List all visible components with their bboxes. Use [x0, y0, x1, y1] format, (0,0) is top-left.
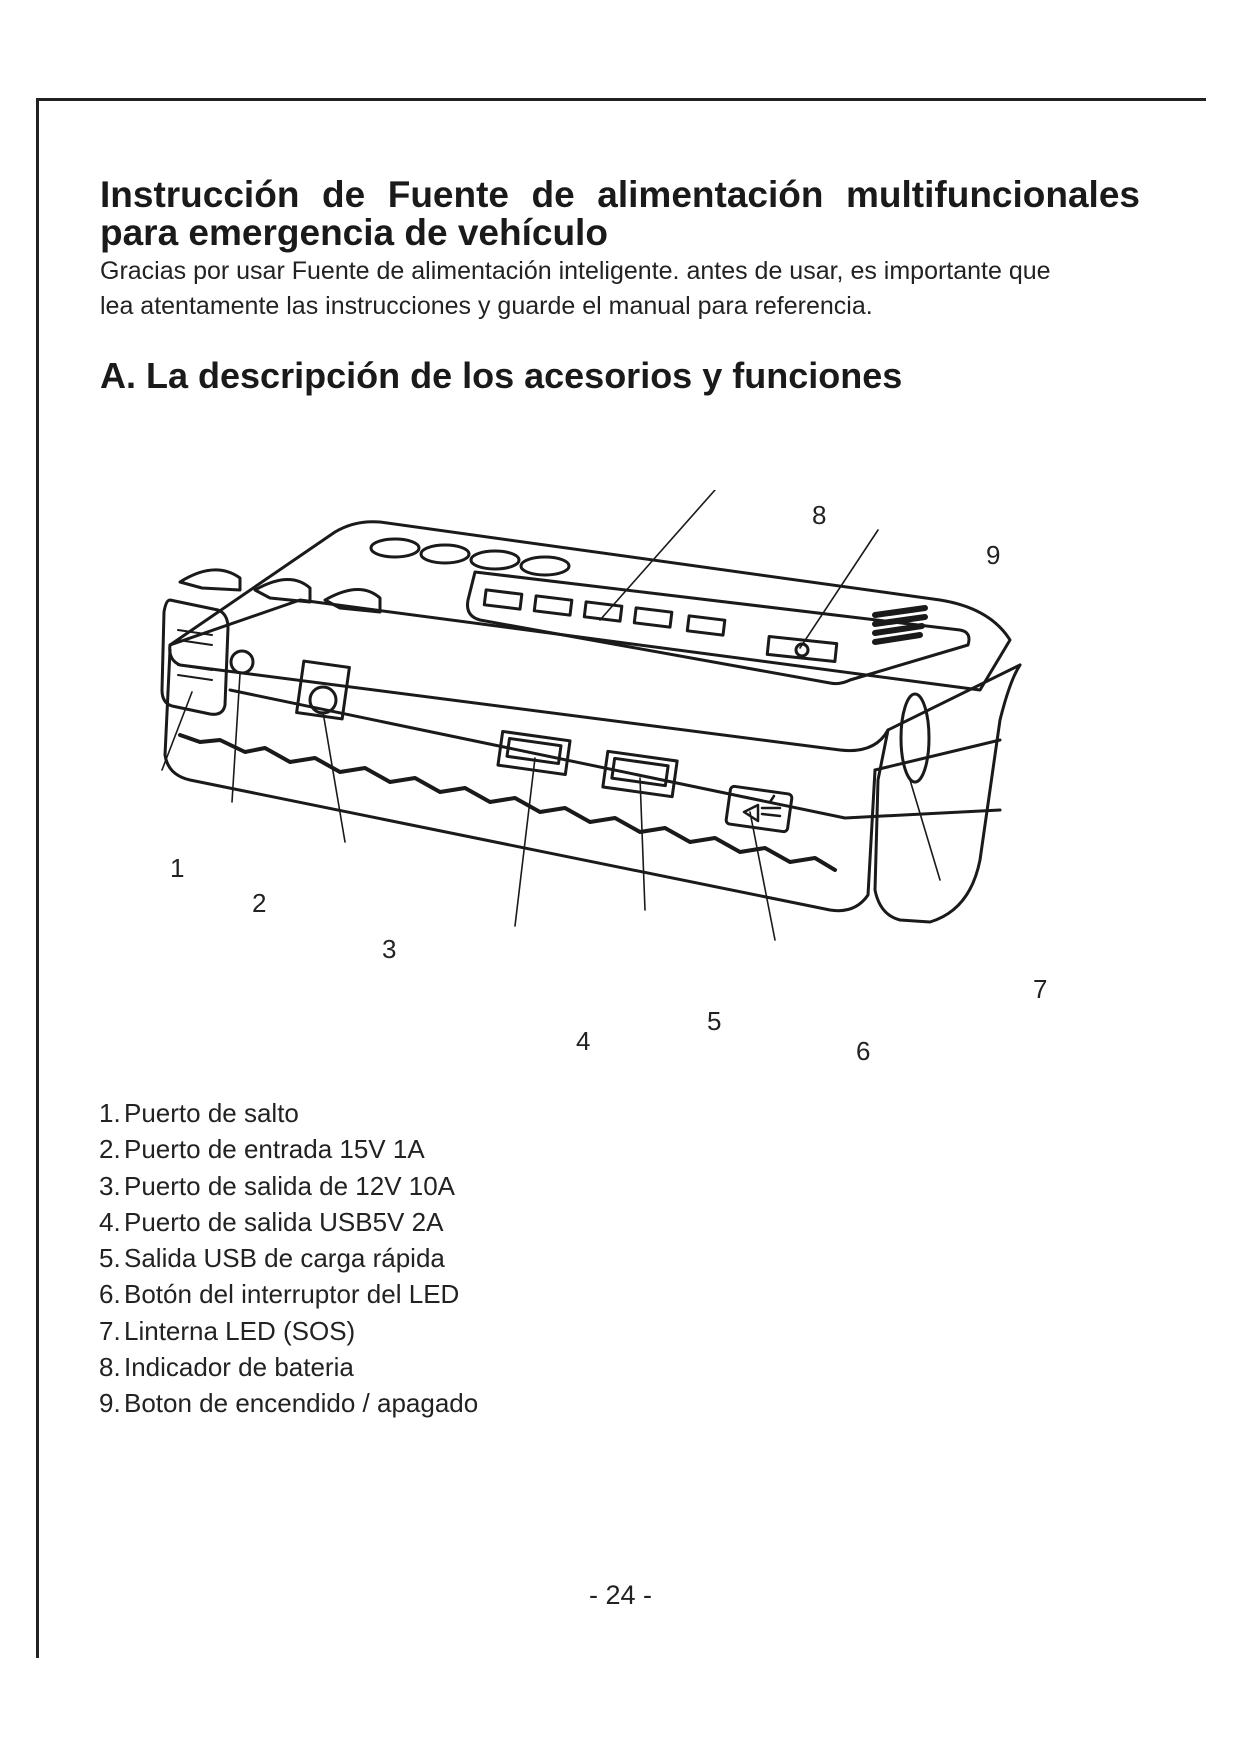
- list-item: 5. Salida USB de carga rápida: [99, 1243, 445, 1274]
- leader-line-5: [640, 778, 645, 910]
- battery-led: [634, 608, 672, 627]
- device-right-side: [875, 740, 1000, 770]
- device-top-surface: [170, 522, 1010, 690]
- input-port: [231, 651, 253, 673]
- power-button: [767, 636, 837, 661]
- callout-6: 6: [856, 1036, 871, 1066]
- intro-line-1: Gracias por usar Fuente de alimentación inteligente. antes de usar, es importante que: [100, 257, 1051, 285]
- battery-led: [484, 590, 522, 609]
- device-drawing: [140, 490, 1120, 1110]
- callout-7: 7: [1033, 974, 1048, 1004]
- side-vent-grill: [875, 608, 925, 642]
- device-right-end: [875, 665, 1020, 922]
- device-front-face: [165, 650, 875, 911]
- side-led-lamp: [901, 694, 929, 782]
- list-item: 8. Indicador de bateria: [99, 1352, 354, 1383]
- title-line-1: Instrucción de Fuente de alimentación multifuncionales: [100, 174, 1140, 215]
- title-line-2: para emergencia de vehículo: [100, 212, 608, 253]
- list-item: 6. Botón del interruptor del LED: [99, 1279, 460, 1310]
- top-vent: [521, 557, 569, 575]
- leader-line-2: [232, 674, 240, 802]
- top-vent: [371, 539, 419, 557]
- list-item: 9. Boton de encendido / apagado: [99, 1388, 479, 1419]
- battery-led: [584, 602, 622, 621]
- parts-list: [99, 1098, 478, 1425]
- device-illustration: [140, 490, 1120, 1110]
- callout-3: 3: [382, 934, 397, 964]
- callout-2: 2: [252, 888, 267, 918]
- battery-led: [687, 616, 725, 635]
- callout-1: 1: [170, 853, 185, 883]
- frame-top-rule: [36, 98, 1206, 101]
- list-item: 4. Puerto de salida USB5V 2A: [99, 1206, 444, 1237]
- top-vent: [471, 551, 519, 569]
- page-title: [100, 176, 1140, 252]
- callout-5: 5: [707, 1006, 722, 1036]
- top-vent-large: [180, 570, 240, 590]
- list-item: 3. Puerto de salida de 12V 10A: [99, 1170, 456, 1201]
- battery-led: [534, 596, 572, 615]
- list-item: 7. Linterna LED (SOS): [99, 1315, 356, 1346]
- frame-left-rule: [36, 98, 39, 1658]
- top-vent: [421, 545, 469, 563]
- callout-9: 9: [986, 540, 1001, 570]
- section-heading: A. La descripción de los acesorios y funciones: [100, 355, 903, 396]
- list-item: 1. Puerto de salto: [99, 1098, 299, 1128]
- leader-line-4: [515, 758, 535, 926]
- intro-line-2: lea atentamente las instrucciones y guarde el manual para referencia.: [100, 292, 873, 320]
- intro-paragraph: [100, 254, 1160, 324]
- page-number: - 24 -: [588, 1580, 653, 1610]
- callout-4: 4: [576, 1026, 591, 1056]
- list-item: 2. Puerto de entrada 15V 1A: [99, 1134, 425, 1165]
- callout-8: 8: [812, 500, 827, 530]
- leader-line-3: [323, 712, 345, 842]
- leader-line-7: [910, 780, 940, 880]
